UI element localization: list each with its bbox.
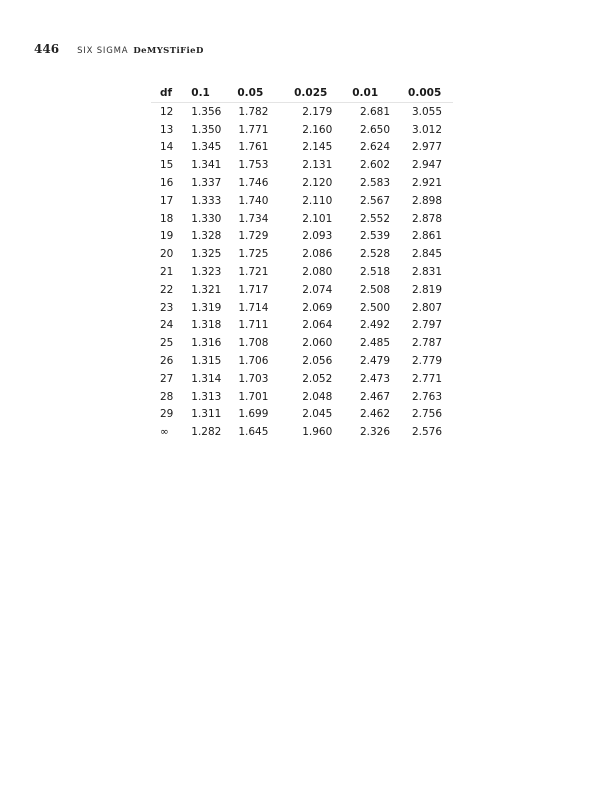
critical-value-cell: 1.321	[191, 283, 222, 296]
table-row	[151, 352, 453, 370]
critical-value-cell: 2.624	[359, 141, 391, 154]
critical-value-cell: 2.831	[411, 266, 442, 279]
critical-value-cell: 2.101	[302, 212, 333, 225]
df-cell: 12	[160, 105, 174, 118]
critical-value-cell: 2.947	[411, 159, 442, 172]
table-row	[151, 406, 453, 424]
table-header-row	[151, 84, 453, 103]
df-cell: 25	[160, 337, 174, 350]
critical-value-cell: 1.333	[191, 194, 222, 207]
table-row	[151, 317, 453, 335]
table-row	[151, 299, 453, 317]
critical-value-cell: 2.518	[359, 266, 391, 279]
critical-value-cell: 2.878	[411, 212, 442, 225]
critical-value-cell: 1.729	[238, 230, 269, 243]
df-cell: 14	[160, 141, 174, 154]
critical-value-cell: 2.977	[411, 141, 442, 154]
critical-value-cell: 1.318	[191, 319, 222, 332]
column-header-p-0-1: 0.1	[191, 84, 237, 103]
critical-value-cell: 2.771	[411, 372, 442, 385]
table-row	[151, 245, 453, 263]
critical-value-cell: 2.131	[302, 159, 333, 172]
critical-value-cell: 2.763	[411, 390, 442, 403]
df-cell: 20	[160, 248, 174, 261]
critical-value-cell: 2.508	[359, 283, 391, 296]
critical-value-cell: 2.650	[359, 123, 391, 136]
column-header-p-0-01: 0.01	[343, 84, 399, 103]
critical-value-cell: 2.074	[302, 283, 333, 296]
critical-value-cell: 1.319	[191, 301, 222, 314]
critical-value-cell: 2.861	[411, 230, 442, 243]
critical-value-cell: 2.056	[302, 355, 333, 368]
critical-value-cell: 1.323	[191, 266, 222, 279]
table-row	[151, 423, 453, 441]
critical-value-cell: 1.699	[238, 408, 269, 421]
critical-value-cell: 1.311	[191, 408, 222, 421]
critical-value-cell: 1.314	[191, 372, 222, 385]
critical-value-cell: 2.576	[411, 426, 442, 439]
critical-value-cell: 2.583	[359, 177, 391, 190]
critical-value-cell: 1.356	[191, 105, 222, 118]
critical-value-cell: 2.093	[302, 230, 333, 243]
critical-value-cell: 1.315	[191, 355, 222, 368]
table-row	[151, 103, 453, 121]
critical-value-cell: 2.819	[411, 283, 442, 296]
critical-value-cell: 2.045	[302, 408, 333, 421]
critical-value-cell: 1.330	[191, 212, 222, 225]
critical-value-cell: 2.797	[411, 319, 442, 332]
df-cell: ∞	[160, 426, 169, 439]
critical-value-cell: 2.326	[359, 426, 391, 439]
critical-value-cell: 2.048	[302, 390, 333, 403]
critical-value-cell: 1.350	[191, 123, 222, 136]
critical-value-cell: 2.120	[302, 177, 333, 190]
critical-value-cell: 1.717	[238, 283, 269, 296]
table-header	[151, 84, 453, 103]
critical-value-cell: 2.485	[359, 337, 391, 350]
critical-value-cell: 1.960	[302, 426, 333, 439]
running-head	[34, 42, 204, 56]
critical-value-cell: 2.052	[302, 372, 333, 385]
critical-value-cell: 1.645	[238, 426, 269, 439]
critical-value-cell: 1.316	[191, 337, 222, 350]
table-row	[151, 281, 453, 299]
critical-value-cell: 2.500	[359, 301, 391, 314]
df-cell: 13	[160, 123, 174, 136]
critical-value-cell: 1.761	[238, 141, 269, 154]
df-cell: 19	[160, 230, 174, 243]
column-header-df: df	[151, 84, 191, 103]
critical-value-cell: 2.807	[411, 301, 442, 314]
table-row	[151, 174, 453, 192]
df-cell: 28	[160, 390, 174, 403]
critical-value-cell: 2.064	[302, 319, 333, 332]
column-header-p-0-005: 0.005	[399, 84, 453, 103]
critical-value-cell: 1.711	[238, 319, 269, 332]
critical-value-cell: 1.337	[191, 177, 222, 190]
critical-value-cell: 2.086	[302, 248, 333, 261]
table-row	[151, 121, 453, 139]
df-cell: 24	[160, 319, 174, 332]
critical-value-cell: 1.341	[191, 159, 222, 172]
df-cell: 23	[160, 301, 174, 314]
table-row	[151, 334, 453, 352]
critical-value-cell: 2.539	[359, 230, 391, 243]
critical-value-cell: 2.080	[302, 266, 333, 279]
critical-value-cell: 1.701	[238, 390, 269, 403]
page-number: 446	[34, 42, 60, 56]
critical-value-cell: 2.473	[359, 372, 391, 385]
df-cell: 27	[160, 372, 174, 385]
critical-value-cell: 1.753	[238, 159, 269, 172]
critical-value-cell: 1.725	[238, 248, 269, 261]
critical-value-cell: 2.567	[359, 194, 391, 207]
critical-value-cell: 2.845	[411, 248, 442, 261]
critical-value-cell: 2.787	[411, 337, 442, 350]
critical-value-cell: 1.708	[238, 337, 269, 350]
df-cell: 26	[160, 355, 174, 368]
critical-value-cell: 2.602	[359, 159, 391, 172]
critical-value-cell: 2.479	[359, 355, 391, 368]
critical-value-cell: 3.055	[411, 105, 442, 118]
critical-value-cell: 1.345	[191, 141, 222, 154]
critical-value-cell: 2.756	[411, 408, 442, 421]
critical-value-cell: 1.771	[238, 123, 269, 136]
table-row	[151, 263, 453, 281]
critical-value-cell: 2.552	[359, 212, 391, 225]
critical-value-cell: 2.462	[359, 408, 391, 421]
df-cell: 17	[160, 194, 174, 207]
book-title-styled: DeMYSTiFieD	[133, 46, 204, 56]
critical-value-cell: 2.179	[302, 105, 333, 118]
critical-value-cell: 1.782	[238, 105, 269, 118]
critical-value-cell: 1.721	[238, 266, 269, 279]
critical-value-cell: 2.921	[411, 177, 442, 190]
df-cell: 21	[160, 266, 174, 279]
column-header-p-0-05: 0.05	[237, 84, 285, 103]
critical-value-cell: 1.282	[191, 426, 222, 439]
table-row	[151, 388, 453, 406]
critical-value-cell: 1.706	[238, 355, 269, 368]
critical-value-cell: 2.779	[411, 355, 442, 368]
critical-value-cell: 2.898	[411, 194, 442, 207]
critical-value-cell: 2.110	[302, 194, 333, 207]
table-row	[151, 156, 453, 174]
critical-value-cell: 1.746	[238, 177, 269, 190]
critical-value-cell: 2.681	[359, 105, 391, 118]
t-distribution-table	[151, 84, 453, 441]
table-row	[151, 210, 453, 228]
critical-value-cell: 2.467	[359, 390, 391, 403]
critical-value-cell: 1.328	[191, 230, 222, 243]
df-cell: 18	[160, 212, 174, 225]
critical-value-cell: 2.160	[302, 123, 333, 136]
critical-value-cell: 2.060	[302, 337, 333, 350]
df-cell: 16	[160, 177, 174, 190]
column-header-p-0-025: 0.025	[285, 84, 343, 103]
book-title: SIX SIGMA	[77, 46, 129, 56]
df-cell: 22	[160, 283, 174, 296]
table-row	[151, 192, 453, 210]
df-cell: 15	[160, 159, 174, 172]
critical-value-cell: 2.528	[359, 248, 391, 261]
df-cell: 29	[160, 408, 174, 421]
table-row	[151, 139, 453, 157]
critical-value-cell: 2.492	[359, 319, 391, 332]
critical-value-cell: 1.734	[238, 212, 269, 225]
critical-value-cell: 1.703	[238, 372, 269, 385]
critical-value-cell: 1.714	[238, 301, 269, 314]
critical-value-cell: 1.325	[191, 248, 222, 261]
table-body	[151, 103, 453, 442]
critical-value-cell: 3.012	[411, 123, 442, 136]
table-row	[151, 228, 453, 246]
critical-value-cell: 1.313	[191, 390, 222, 403]
critical-value-cell: 1.740	[238, 194, 269, 207]
table-row	[151, 370, 453, 388]
critical-value-cell: 2.069	[302, 301, 333, 314]
critical-value-cell: 2.145	[302, 141, 333, 154]
